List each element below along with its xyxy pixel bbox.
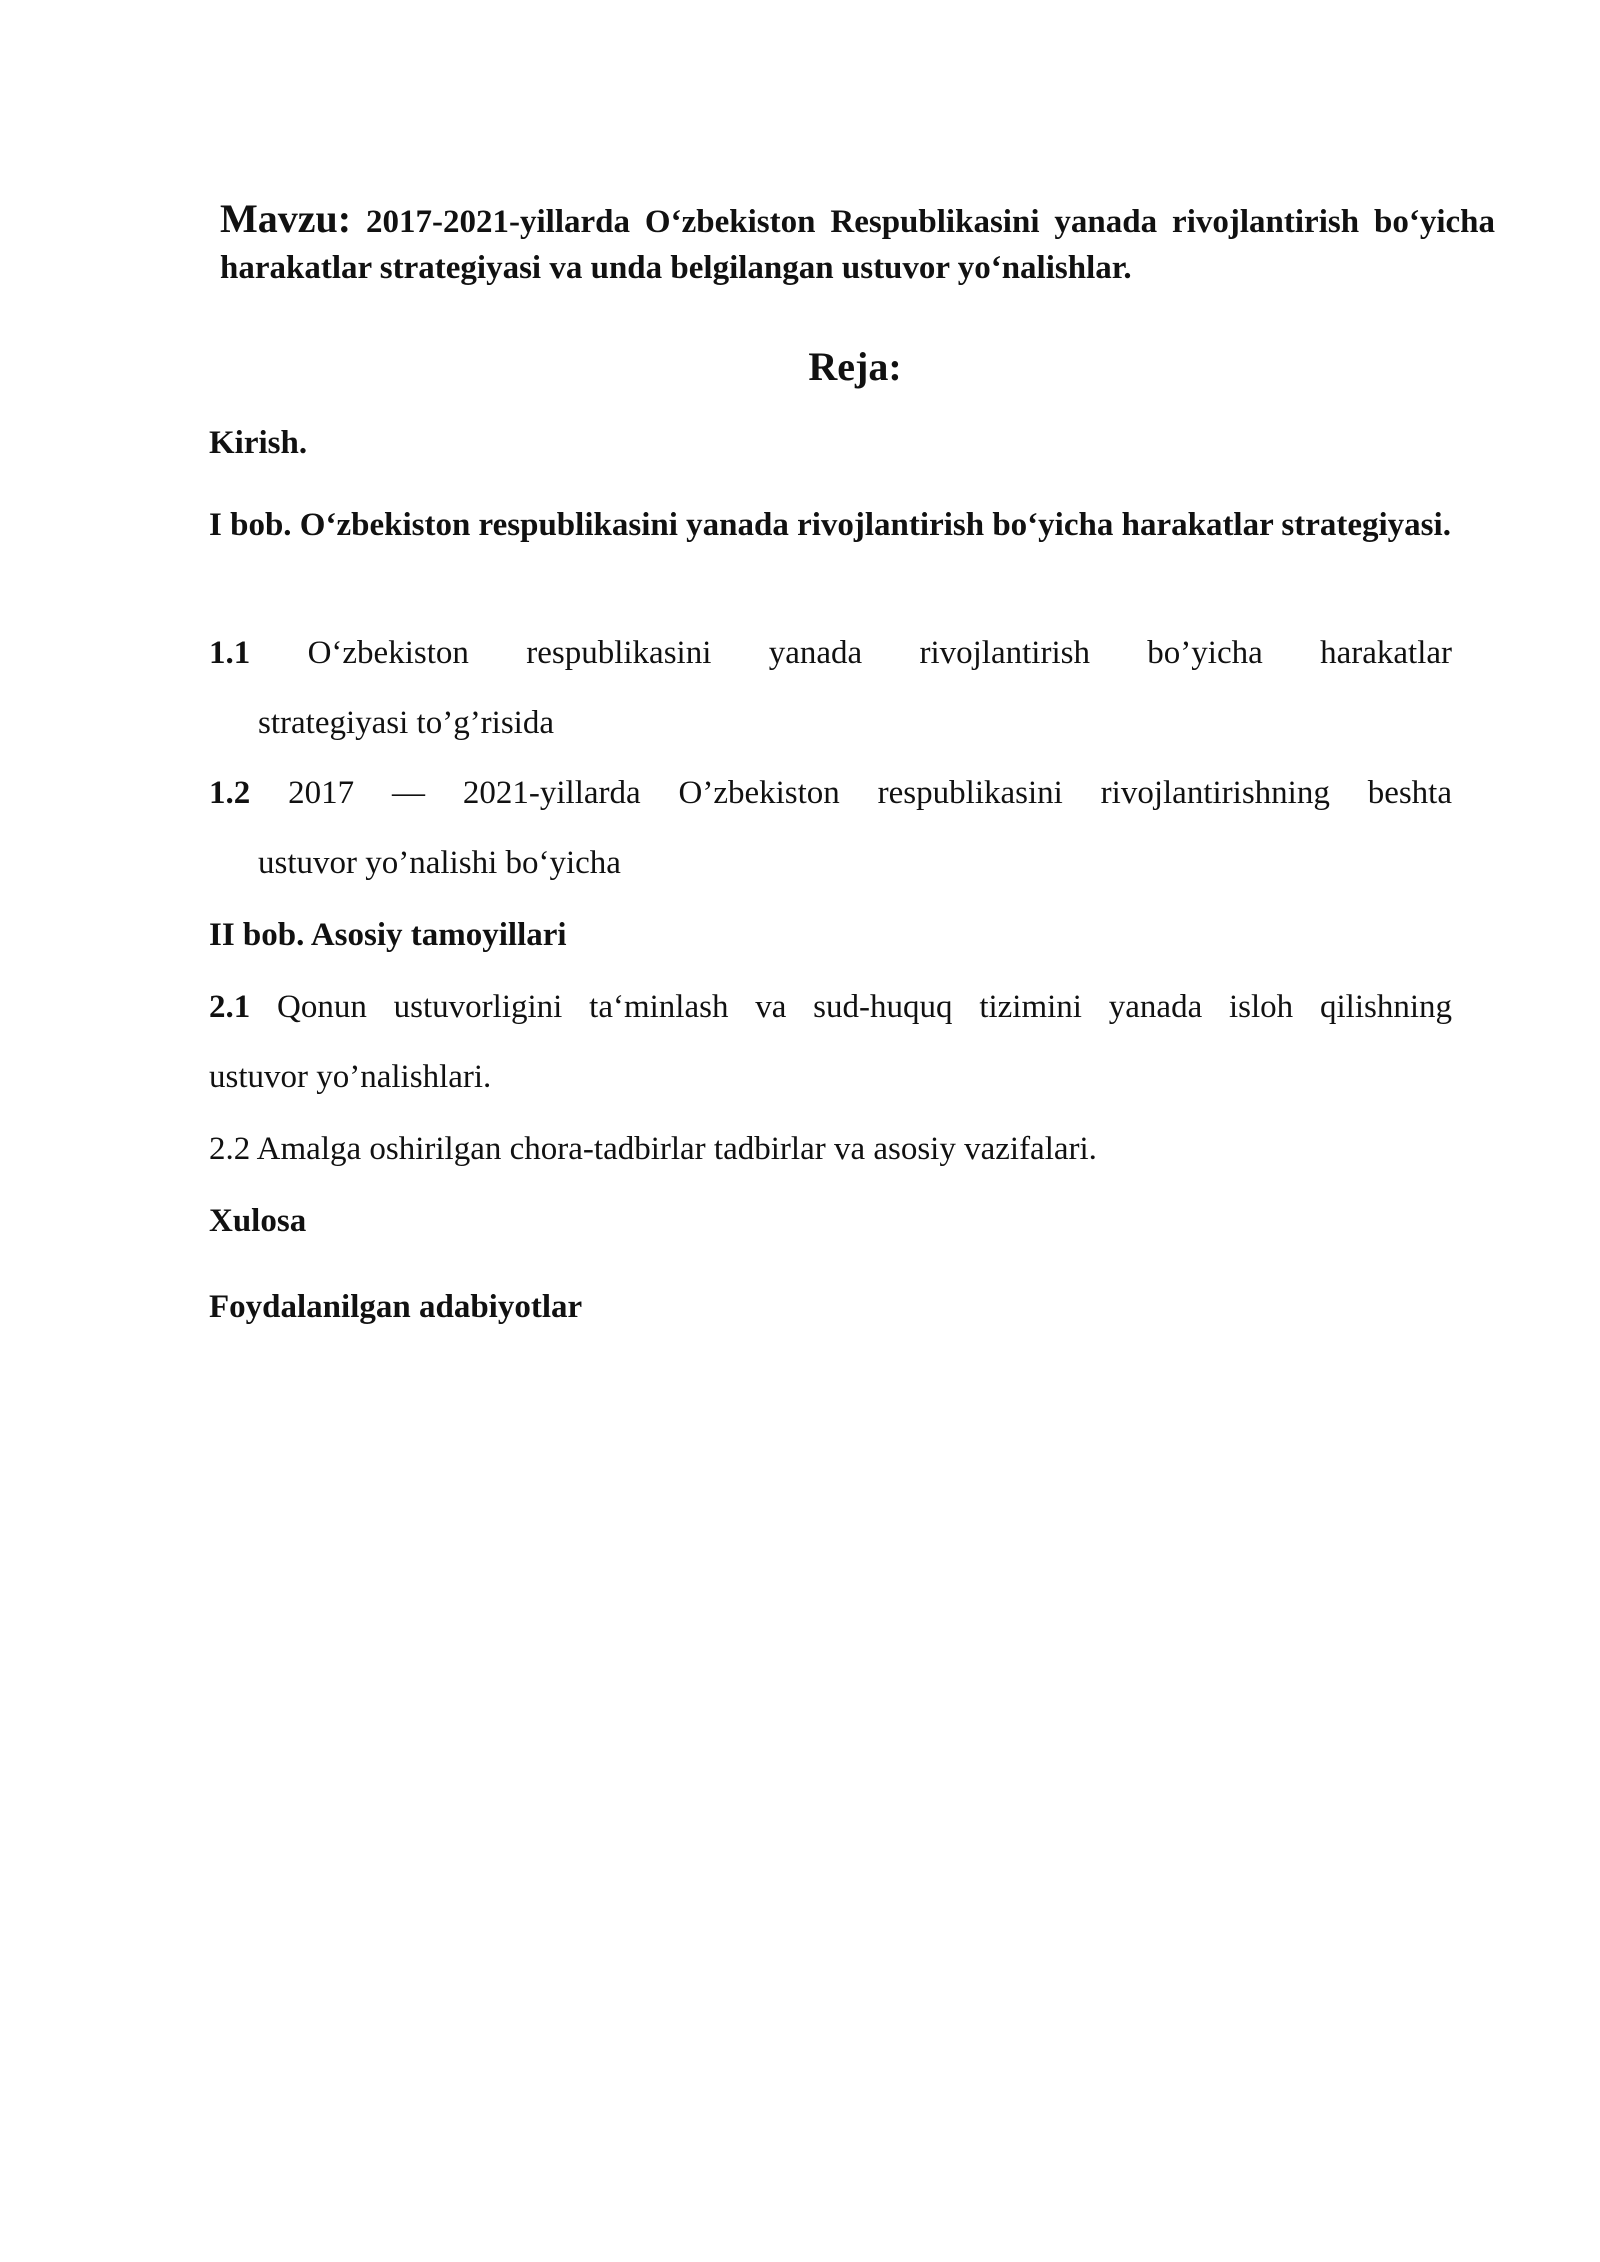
toc-section-2-1-line2: ustuvor yo’nalishlari. <box>209 1059 492 1095</box>
toc-chapter-1-title: I bob. O‘zbekiston respublikasini yanada rivojlantirish bo‘yicha harakatlar strategiyasi. <box>209 507 1451 543</box>
topic-text: 2017-2021-yillarda O‘zbekiston Respublikasini yanada rivojlantirish bo‘yicha harakatlar strategiyasi va unda belgilangan ustuvor yo‘nalishlar. <box>220 204 1495 286</box>
toc-section-text: 2017 — 2021-yillarda O’zbekiston respublikasini rivojlantirishning beshta <box>288 775 1452 811</box>
topic-paragraph <box>220 196 1495 291</box>
toc-section-1-2-line2: ustuvor yo’nalishi bo‘yicha <box>258 845 621 881</box>
topic-label: Mavzu: <box>220 196 352 241</box>
toc-section-text: O‘zbekiston respublikasini yanada rivojlantirish bo’yicha harakatlar <box>307 635 1452 671</box>
toc-section-text: Qonun ustuvorligini ta‘minlash va sud-huquq tizimini yanada isloh qilishning <box>277 989 1452 1025</box>
toc-conclusion: Xulosa <box>209 1203 307 1239</box>
toc-section-number: 1.2 <box>209 775 251 811</box>
toc-section-number: 2.1 <box>209 989 251 1025</box>
toc-section-1-1-line1 <box>209 630 1452 676</box>
toc-chapter-2-title: II bob. Asosiy tamoyillari <box>209 917 567 953</box>
toc-references: Foydalanilgan adabiyotlar <box>209 1289 583 1325</box>
toc-section-number: 1.1 <box>209 635 251 671</box>
toc-section-2-2: 2.2 Amalga oshirilgan chora-tadbirlar tadbirlar va asosiy vazifalari. <box>209 1131 1097 1167</box>
toc-intro: Kirish. <box>209 425 308 461</box>
plan-heading: Reja: <box>808 344 902 389</box>
toc-section-2-1-line1 <box>209 984 1452 1030</box>
toc-section-1-2-line1 <box>209 770 1452 816</box>
toc-section-1-1-line2: strategiyasi to’g’risida <box>258 705 555 741</box>
